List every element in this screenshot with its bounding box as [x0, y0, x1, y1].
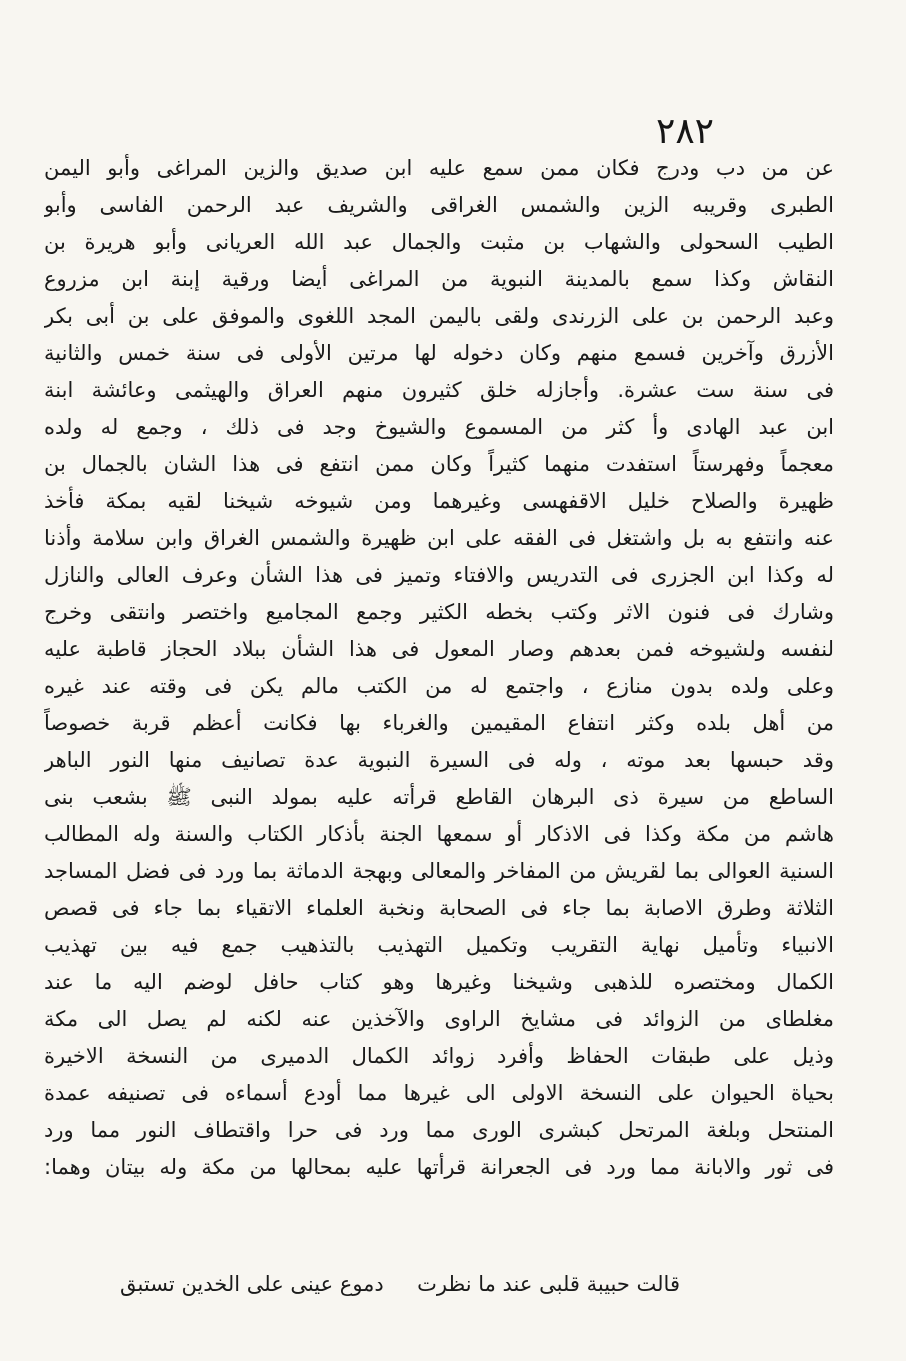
text-line: وذيل على طبقات الحفاظ وأفرد زوائد الكمال الدميرى من النسخة الاخيرة	[44, 1044, 834, 1068]
text-line: من أهل بلده وكثر انتفاع المقيمين والغرباء بها فكانت أعظم قربة خصوصاً	[44, 711, 834, 735]
poem-verse	[120, 1264, 680, 1304]
text-line: الطيب السحولى والشهاب بن مثبت والجمال عبد الله العريانى وأبو هريرة بن	[44, 230, 834, 254]
text-line: فى سنة ست عشرة. وأجازله خلق كثيرون منهم العراق والهيثمى وعائشة ابنة	[44, 378, 834, 402]
text-line: عنه وانتفع به بل واشتغل فى الفقه على ابن ظهيرة والشمس الغراق وابن سلامة وأذنا	[44, 526, 834, 550]
verse-second-hemistich: دموع عينى على الخدين تستبق	[120, 1272, 384, 1296]
text-line: وعلى ولده بدون منازع ، واجتمع له من الكتب مالم يكن فى وقته عند غيره	[44, 674, 834, 698]
page-number: ٢٨٢	[655, 111, 714, 152]
text-line: معجماً وفهرستاً استفدت منهما كثيراً وكان ممن انتفع فى هذا الشان بالجمال بن	[44, 452, 834, 476]
text-line: الثلاثة وطرق الاصابة بما جاء فى الصحابة ونخبة العلماء الاتقياء بما جاء فى قصص	[44, 896, 834, 920]
text-line: مغلطاى من الزوائد فى مشايخ الراوى والآخذين عنه لكنه لم يصل الى مكة	[44, 1007, 834, 1031]
text-line: السنية العوالى بما لقريش من المفاخر والمعالى وبهجة الدماثة بما ورد فى فضل المساجد	[44, 859, 834, 883]
text-line: الطبرى وقريبه الزين والشمس الغراقى والشريف عبد الرحمن الفاسى وأبو	[44, 193, 834, 217]
text-line: النقاش وكذا سمع بالمدينة النبوية من المراغى أيضا ورقية إبنة ابن مزروع	[44, 267, 834, 291]
text-line: وعبد الرحمن بن على الزرندى ولقى باليمن المجد اللغوى والموفق على بن أبى بكر	[44, 304, 834, 328]
text-line: وشارك فى فنون الاثر وكتب بخطه الكثير وجمع المجاميع واختصر وانتقى وخرج	[44, 600, 834, 624]
text-line: الانبياء وتأميل نهاية التقريب وتكميل التهذيب بالتذهيب جمع فيه بين تهذيب	[44, 933, 834, 957]
text-line: هاشم من مكة وكذا فى الاذكار أو سمعها الجنة بأذكار الكتاب والسنة وله المطالب	[44, 822, 834, 846]
text-line: الساطع من سيرة ذى البرهان القاطع قرأته عليه بمولد النبى ﷺ بشعب بنى	[44, 785, 834, 809]
text-line: المنتحل وبلغة المرتحل كبشرى الورى مما ورد فى حرا واقتطاف النور مما ورد	[44, 1118, 834, 1142]
text-line: له وكذا ابن الجزرى فى التدريس والافتاء وتميز فى هذا الشأن وعرف العالى والنازل	[44, 563, 834, 587]
text-line: بحياة الحيوان على النسخة الاولى الى غيرها مما أودع أسماءه فى تصنيفه عمدة	[44, 1081, 834, 1105]
text-line: ظهيرة والصلاح خليل الاقفهسى وغيرهما ومن شيوخه شيخنا لقيه بمكة فأخذ	[44, 489, 834, 513]
text-line: فى ثور والابانة مما ورد فى الجعرانة قرأتها عليه بمحالها من مكة وله بيتان وهما:	[44, 1155, 834, 1179]
text-line: عن من دب ودرج فكان ممن سمع عليه ابن صديق والزين المراغى وأبو اليمن	[44, 156, 834, 180]
body-text	[44, 150, 834, 1186]
text-line: الأزرق وآخرين فسمع منهم وكان دخوله لها مرتين الأولى فى سنة خمس والثانية	[44, 341, 834, 365]
verse-first-hemistich: قالت حبيبة قلبى عند ما نظرت	[417, 1272, 680, 1296]
text-line: ابن عبد الهادى وأ كثر من المسموع والشيوخ وجد فى ذلك ، وجمع له ولده	[44, 415, 834, 439]
text-line: وقد حبسها بعد موته ، وله فى السيرة النبوية عدة تصانيف منها النور الباهر	[44, 748, 834, 772]
text-line: لنفسه ولشيوخه فمن بعدهم وصار المعول فى هذا الشأن ببلاد الحجاز قاطبة عليه	[44, 637, 834, 661]
text-line: الكمال ومختصره للذهبى وشيخنا وغيرها وهو كتاب حافل لوضم اليه ما عند	[44, 970, 834, 994]
